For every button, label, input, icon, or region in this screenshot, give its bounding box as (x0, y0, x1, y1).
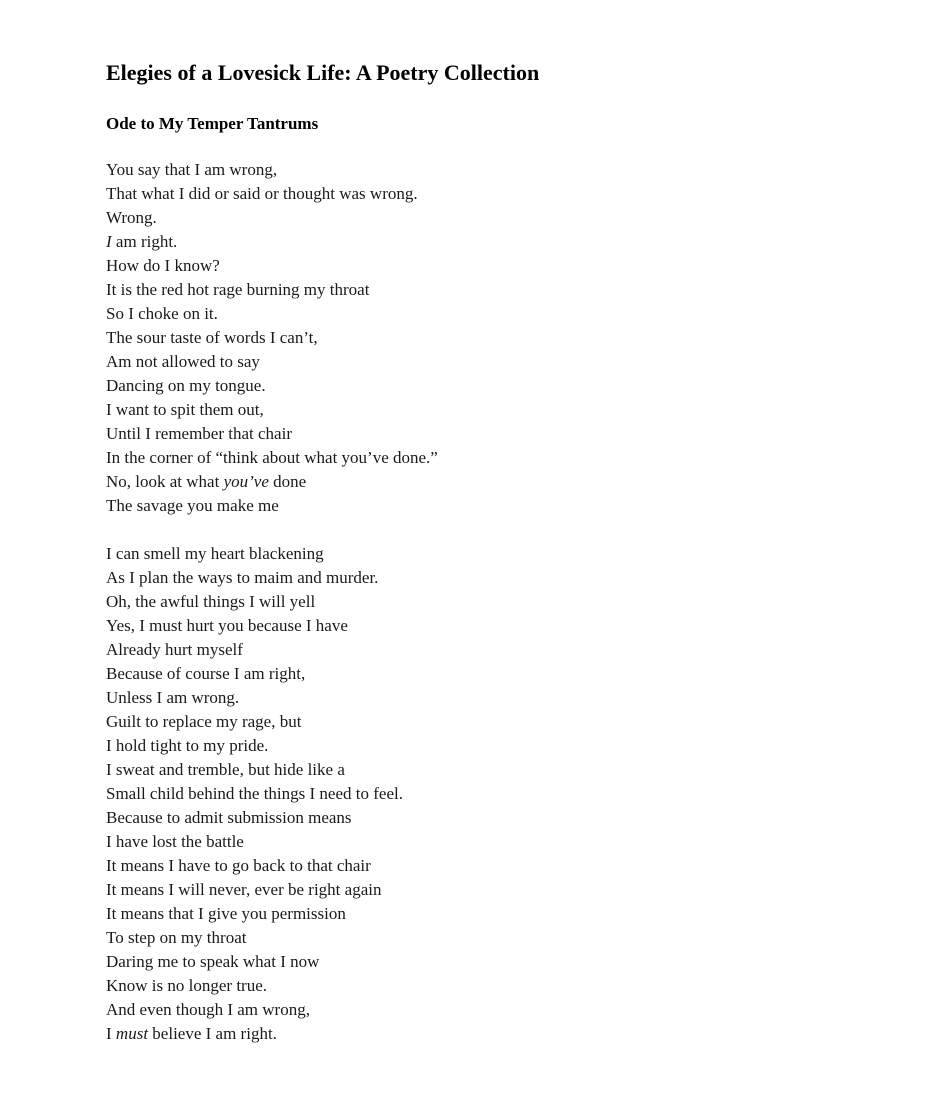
poem-line: Daring me to speak what I now (106, 952, 320, 971)
line-segment: done (268, 472, 307, 491)
poem-line: Small child behind the things I need to feel. (106, 784, 403, 803)
poem-line: The savage you make me (106, 496, 279, 515)
poem-line: That what I did or said or thought was wrong. (106, 184, 418, 203)
poem-line: Because to admit submission means (106, 808, 352, 827)
poem-line: Unless I am wrong. (106, 688, 240, 707)
poem-line: Oh, the awful things I will yell (106, 592, 316, 611)
poem-line: Am not allowed to say (106, 352, 260, 371)
poem-line: Guilt to replace my rage, but (106, 712, 302, 731)
emphasis-text: I (106, 232, 112, 251)
poem-line: Know is no longer true. (106, 976, 268, 995)
poem-line: It means that I give you permission (106, 904, 346, 923)
poem-line: It means I have to go back to that chair (106, 856, 371, 875)
poem-line (106, 230, 886, 254)
poem-line: As I plan the ways to maim and murder. (106, 568, 379, 587)
poem-line: I want to spit them out, (106, 400, 264, 419)
stanza-1 (106, 158, 886, 518)
poem-line (106, 1022, 886, 1046)
poem-line: You say that I am wrong, (106, 160, 278, 179)
line-segment: No, look at what (106, 472, 224, 491)
stanza-2 (106, 542, 886, 1046)
poem-line: It means I will never, ever be right again (106, 880, 382, 899)
poem-line: In the corner of “think about what you’ve done.” (106, 448, 438, 467)
poem-line: Yes, I must hurt you because I have (106, 616, 348, 635)
poem-line: To step on my throat (106, 928, 247, 947)
poem-line: I can smell my heart blackening (106, 544, 324, 563)
poem-line: Because of course I am right, (106, 664, 306, 683)
line-segment: believe I am right. (148, 1024, 277, 1043)
poem-line (106, 470, 886, 494)
poem-line: I have lost the battle (106, 832, 244, 851)
poem-line: The sour taste of words I can’t, (106, 328, 318, 347)
poem-line: Wrong. (106, 208, 157, 227)
poem-line: Dancing on my tongue. (106, 376, 266, 395)
line-segment: am right. (111, 232, 178, 251)
poem-line: And even though I am wrong, (106, 1000, 310, 1019)
poem-title: Ode to My Temper Tantrums (106, 114, 319, 133)
poem-line: So I choke on it. (106, 304, 218, 323)
poem-line: I hold tight to my pride. (106, 736, 269, 755)
collection-title: Elegies of a Lovesick Life: A Poetry Collection (106, 60, 540, 85)
poem-line: I sweat and tremble, but hide like a (106, 760, 345, 779)
line-segment: I (106, 1024, 116, 1043)
poem-line: Already hurt myself (106, 640, 243, 659)
emphasis-text: you’ve (223, 472, 269, 491)
emphasis-text: must (115, 1024, 149, 1043)
document-page (106, 58, 886, 1046)
poem-line: Until I remember that chair (106, 424, 292, 443)
poem-line: It is the red hot rage burning my throat (106, 280, 370, 299)
poem-line: How do I know? (106, 256, 220, 275)
